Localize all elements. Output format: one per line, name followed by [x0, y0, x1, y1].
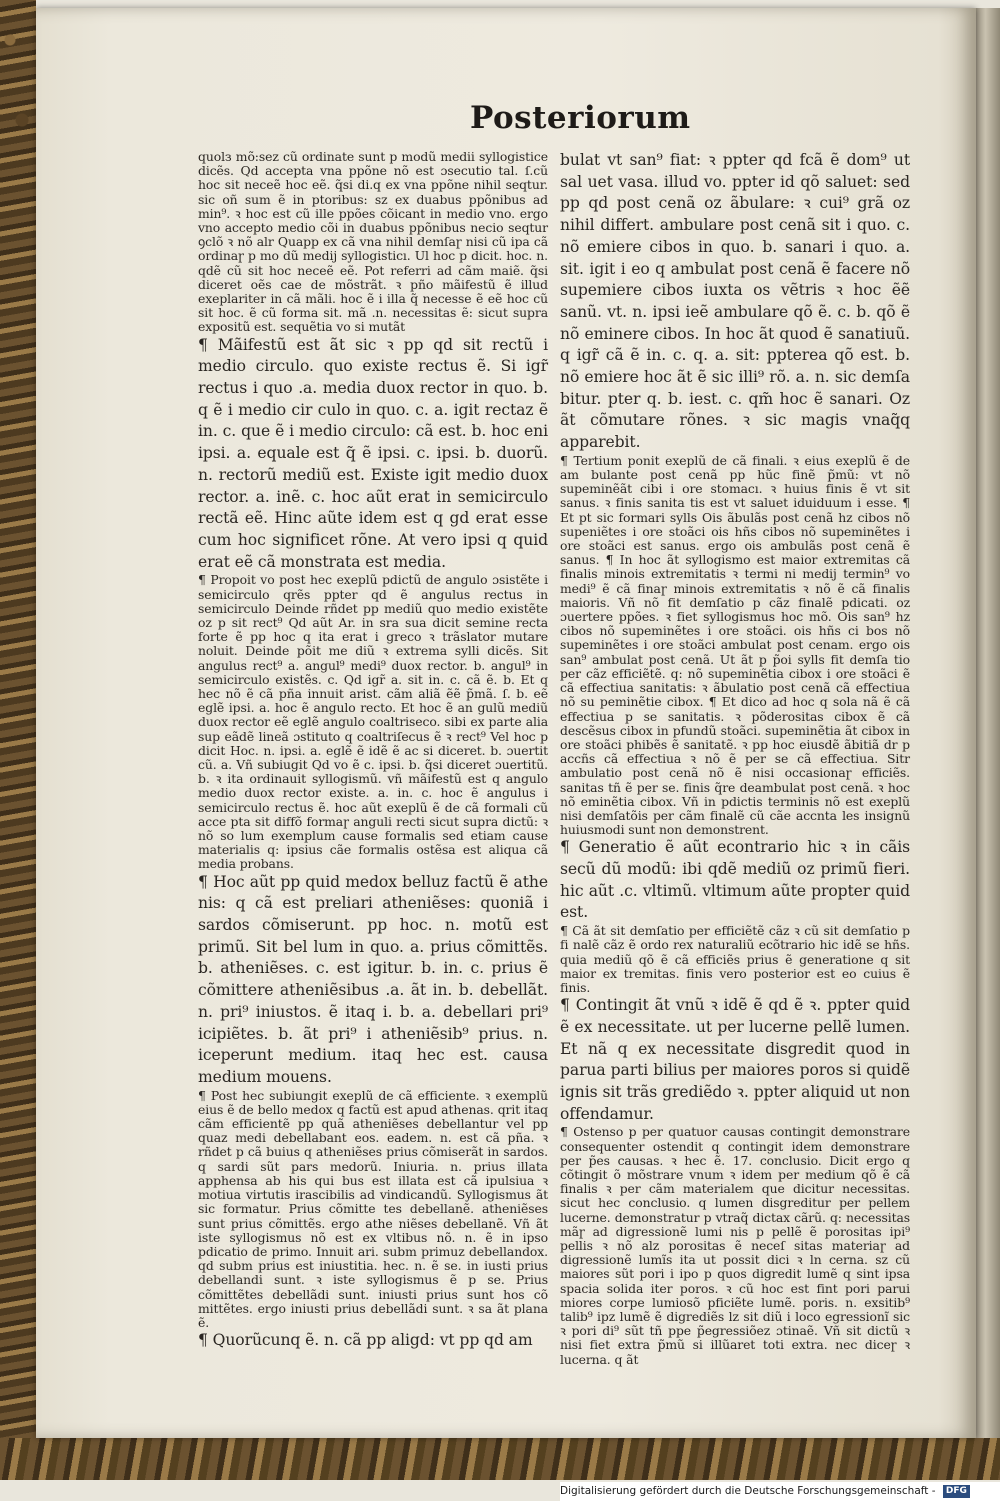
paragraph: ¶ Contingit ãt vnũ ꝛ idẽ ẽ qd ẽ ꝛ. ppter quid ẽ ex necessitate. ut per lucerne pellẽ lumen. Et nã q ex necessitate disgredit quod in parua parti bilius per maiores poros si quidẽ ignis sit trãs grediẽdo ꝛ. ppter aliquid ut non offendamur. [560, 996, 910, 1123]
paragraph: quolз mõ:sez cũ ordinate sunt p modũ medii syllogistice dicẽs. Qd accepta vna ppõne nõ est ɔsecutio tal. ſ.cũ hoc sit neceẽ hoc eẽ. q̃si di.q ex vna ppõne nihil seqtur. sic oñ sum ẽ in ptoribus: sz ex duabus ppõnibus ad min⁹. ꝛ hoc est cũ ille ppões cõicant in medio vno. ergo vno accepto medio cõi in duabus ppõnibus necio seqtur ꝯclõ ꝛ nõ alr Quapp ex cã vna nihil demſaɼ nisi cũ ipa cã ordinaɼ p mo dũ medij syllogisticı. Ul hoc p dicit. hoc. n. qdẽ cũ sit hoc neceẽ eẽ. Pot referri ad cãm maiẽ. q̃si diceret oẽs cae de mõstrãt. ꝛ pño mãifestũ ẽ illud exeplariter in cã mãli. hoc ẽ i illa q̃ necesse ẽ eẽ hoc cũ sit hoc. ẽ cũ forma sit. mã .n. necessitas ẽ: sicut supra expositũ est. sequẽtia vo si mutãt [198, 149, 548, 335]
paragraph: ¶ Hoc aũt pp quid medox belluz factũ ẽ athe nis: q cã est preliari atheniẽses: quoniã i sardos cõmiserunt. pp hoc. n. motũ est primũ. Sit bel lum in quo. a. prius cõmittẽs. b. atheniẽses. c. est igitur. b. in. c. prius ẽ cõmittere atheniẽsibus .a. ãt in. b. debellãt. n. pri⁹ iniustos. ẽ itaq i. b. a. debellari pri⁹ icipiẽtes. b. ãt pri⁹ i atheniẽsib⁹ prius. n. iceperunt medium. itaq hec est. causa medium mouens. [198, 872, 548, 1086]
dfg-logo: DFG [943, 1485, 970, 1498]
paragraph: ¶ Cã ãt sit demſatio per efficiẽtẽ cãz ꝛ cũ sit demſatio p fi nalẽ cãz ẽ ordo rex naturaliũ ecõtrario hic idẽ se hñs. quia mediũ qõ ẽ cã efficiẽs prius ẽ generatione q sit maior ex tremitas. finis vero posterior est eo cuius ẽ finis. [560, 923, 910, 995]
paragraph: bulat vt san⁹ fiat: ꝛ ppter qd fcã ẽ dom⁹ ut sal uet vasa. illud vo. ppter id qõ saluet: sed pp qd post cenã oz ãbulare: ꝛ cui⁹ grã oz nihil differt. ambulare post cenã sit i quo. c. nõ emiere cibos in quo. b. sanari i quo. a. sit. igit i eo q ambulat post cenã ẽ facere nõ supemiere cibos iuxta os vẽtris ꝛ hoc ẽẽ sanũ. vt. n. ipsi ieẽ ambulare qõ ẽ. c. b. qõ ẽ nõ eminere cibos. In hoc ãt quod ẽ sanatiuũ. q igr̃ cã ẽ in. c. q. a. sit: ppterea qõ est. b. nõ emiere hoc ãt ẽ sic illi⁹ rõ. a. n. sic demſa bitur. pter q. b. iest. c. qm̃ hoc ẽ sanari. Oz ãt cõmutare rõnes. ꝛ sic magis vnaq̃q apparebit. [560, 151, 910, 452]
credit-text: Digitalisierung gefördert durch die Deutsche Forschungsgemeinschaft - [560, 1485, 936, 1497]
paragraph: ¶ Mãifestũ est ãt sic ꝛ pp qd sit rectũ i medio circulo. quo existe rectus ẽ. Si igr̃ rectus i quo .a. media duox rector in quo. b. q ẽ i medio cir culo in quo. c. a. igit rectaz ẽ in. c. que ẽ i medio circulo: cã est. b. hoc eni ipsi. a. equale est q̃ ẽ ipsi. c. ipsi. b. duorũ. n. rectorũ mediũ est. Existe igit medio duox rector. a. inẽ. c. hoc aũt erat in semicirculo rectã eẽ. Hinc aũte idem est q gd erat esse cum hoc significet rõne. At vero ipsi q quid erat eẽ cã monstrata est media. [198, 335, 548, 571]
page-edge-strip [976, 8, 1000, 1438]
paragraph: ¶ Post hec subiungit exeplũ de cã efficiente. ꝛ exemplũ eius ẽ de bello medox q factũ est apud athenas. qrit itaq cãm efficientẽ pp quã atheniẽses debellantur vel pp quaz medi debellabant eos. eadem. n. est cã pña. ꝛ rñdet p cã buius q atheniẽses prius cõmiserãt in sardos. q sardi sũt pars medorũ. Iniuria. n. prius illata apphensa ab his qui bus est illata est cã ipulsiua ꝛ motiua virtutis irascibilis ad vindicandũ. Syllogismus ãt sic formatur. Prius cõmitte tes debellanẽ. atheniẽses sunt prius cõmittẽs. ergo athe niẽses debellanẽ. Vñ ãt iste syllogismus nõ est ex vltibus nõ. n. ẽ in ipso pdicatio de primo. Innuit ari. subm primuz debellandox. qd subm prius est iniustitia. hec. n. ẽ se. in iusti prius debellandi sunt. ꝛ iste syllogismus ẽ p se. Prius cõmittẽtes debellãdi sunt. iniusti prius sunt hos cõ mittẽtes. ergo iniusti prius debellãdi sunt. ꝛ sa ãt plana ẽ. [198, 1087, 548, 1330]
binding-board-bottom [0, 1438, 1000, 1480]
digitization-credit [560, 1482, 1000, 1501]
paragraph: ¶ Generatio ẽ aũt econtrario hic ꝛ in cãis secũ dũ modũ: ibi qdẽ mediũ oz primũ fieri. hic aũt .c. vltimũ. vltimum aũte propter quid est. [560, 838, 910, 922]
paragraph: ¶ Propoit vo post hec exeplũ pdictũ de angulo ɔsistẽte i semicirculo qrẽs ppter qd ẽ angulus rectus in semicirculo Deinde rñdet pp mediũ quo medio existẽte oz p sit rect⁹ Qd aũt Ar. in sra sua dicit semine recta forte ẽ pp hoc q ita erat i greco ꝛ trãslator mutare noluit. Deinde põit me diũ ꝛ extrema sylli dicẽs. Sit angulus rect⁹ a. angul⁹ medi⁹ duox rector. b. angul⁹ in semicirculo existẽs. c. Qd igr̃ a. sit in. c. cã ẽ. b. Et q hec nõ ẽ cã pña innuit arist. cãm aliã ẽẽ p̃mã. ſ. b. eẽ eglẽ ipsi. a. hoc ẽ angulo recto. Et hoc ẽ an gulũ mediũ duox rector eẽ eglẽ angulo coaltriseco. sibi ex parte alia sup eãdẽ lineã ɔstituto q coaltriſecus ẽ ꝛ rect⁹ Vel hoc p dicit Hoc. n. ipsi. a. eglẽ ẽ idẽ ẽ ac si diceret. b. ɔuertit cũ. a. Vñ subiugit Qd vo ẽ c. ipsi. b. q̃si diceret ɔuertitũ. b. ꝛ ita ordinauit syllogismũ. vñ mãifestũ est q angulo medio duox rector existe. a. in. c. hoc ẽ angulus i semicirculo rectus ẽ. hoc aũt exeplũ ẽ de cã formali cũ acce pta sit diffõ formaɼ anguli recti sicut supra dictũ: ꝛ nõ so lum exemplum cause formalis sed etiam cause materialis q: ipsius cãe formalis ostẽsa est aliqua cã media probans. [198, 572, 548, 872]
left-text-column [198, 149, 548, 1350]
binding-board-left [0, 0, 36, 1480]
right-text-column [560, 150, 910, 1367]
running-head: Posteriorum [470, 100, 691, 136]
paragraph: ¶ Quorũcunq ẽ. n. cã pp aligd: vt pp qd am [198, 1331, 533, 1350]
paragraph: ¶ Ostenso p per quatuor causas contingit demonstrare consequenter ostendit q contingit idem demonstrare per p̃es causas. ꝛ hec ẽ. 17. conclusio. Dicit ergo q cõtingit õ mõstrare vnum ꝛ idem per medium qõ ẽ cã finalis ꝛ per cãm materialem que dicitur necessitas. sicut hec conclusio. q lumen disgreditur per pellem lucerne. demonstratur p vtraq̃ dictax cãrũ. q: necessitas mãɼ ad digressionẽ lumi nis p pellẽ ẽ porositas ipi⁹ pellis ꝛ nõ alz porositas ẽ neceſ sitas materiaɼ ad digressionẽ lumĩs ita ut possit dici ꝛ ln cerna. sz cũ maiores sũt pori i ipo p quos digredit lumẽ q sint ipsa spacia solida iter poros. ꝛ cũ hoc est fint pori parui miores corpe lumiosõ pficiẽte lumẽ. poris. n. exsitib⁹ talib⁹ ipz lumẽ ẽ digrediẽs lz sit diũ i loco egressionĩ sic ꝛ pori di⁹ sũt tñ ppe p̃egressiõez ɔtinaẽ. Vñ sit dictũ ꝛ nisi fiet extra p̃mũ si illũaret toti extra. nec diceɼ ꝛ lucerna. q ãt [560, 1124, 910, 1367]
paragraph: ¶ Tertium ponit exeplũ de cã finali. ꝛ eius exeplũ ẽ de am bulante post cenã pp hũc finẽ p̃mũ: vt nõ supeminẽãt cibi i ore stomacı. ꝛ huius finis ẽ vt sit sanus. ꝛ finis sanita tis est vt saluet iduiduum i esse. ¶ Et pt sic formari sylls Ois ãbulãs post cenã hz cibos nõ supeniẽtes i ore stoãci ois hñs cibos nõ supeminẽtes i ore stoãci est sanus. ergo ois ambulãs post cenã ẽ sanus. ¶ In hoc ãt syllogismo est maior extremitas cã finalis minois extremitatis ꝛ termi ni medij termin⁹ vo medi⁹ ẽ cã finaɼ minois extremitatis ꝛ nõ ẽ cã finalis maioris. Vñ nõ fit demſatio p cãz finalẽ pdicati. oz ɔuertere ppões. ꝛ fiet syllogismus hoc mõ. Ois san⁹ hz cibos nõ supeminẽtes i ore stoãci. ois hñs ci bos nõ supeminẽtes i ore stoãci ambulat post cenam. ergo ois san⁹ ambulat post cenã. Ut ãt p p̃oi sylls fit demſa tio per cãz efficiẽtẽ. q: nõ supeminẽtia cibox i ore stoãci ẽ cã effectiua sanitatis: ꝛ ãbulatio post cenã cã effectiua nõ su peminẽtie cibox. ¶ Et dico ad hoc q sola nã ẽ cã effectiua p se sanitatis. ꝛ põderositas cibox ẽ cã descẽsus cibox in pfundũ stoãci. supeminẽtia ãt cibox in ore stoãci phibẽs ẽ sanitatẽ. ꝛ pp hoc eiusdẽ ãbitiã dr p accñs cã effectiua ꝛ nõ ẽ per se cã effectiua. Sitr ambulatio post cenã nõ ẽ nisi occasionaɼ efficiẽs. sanitas tñ ẽ per se. finis q̃re deambulat post cenã. ꝛ hoc nõ eminẽtia cibox. Vñ in pdictis terminis nõ est exeplũ nisi demſatõis per cãm finalẽ cũ cãe accnta les insignũ huiusmodi sunt non demonstrent. [560, 452, 910, 838]
